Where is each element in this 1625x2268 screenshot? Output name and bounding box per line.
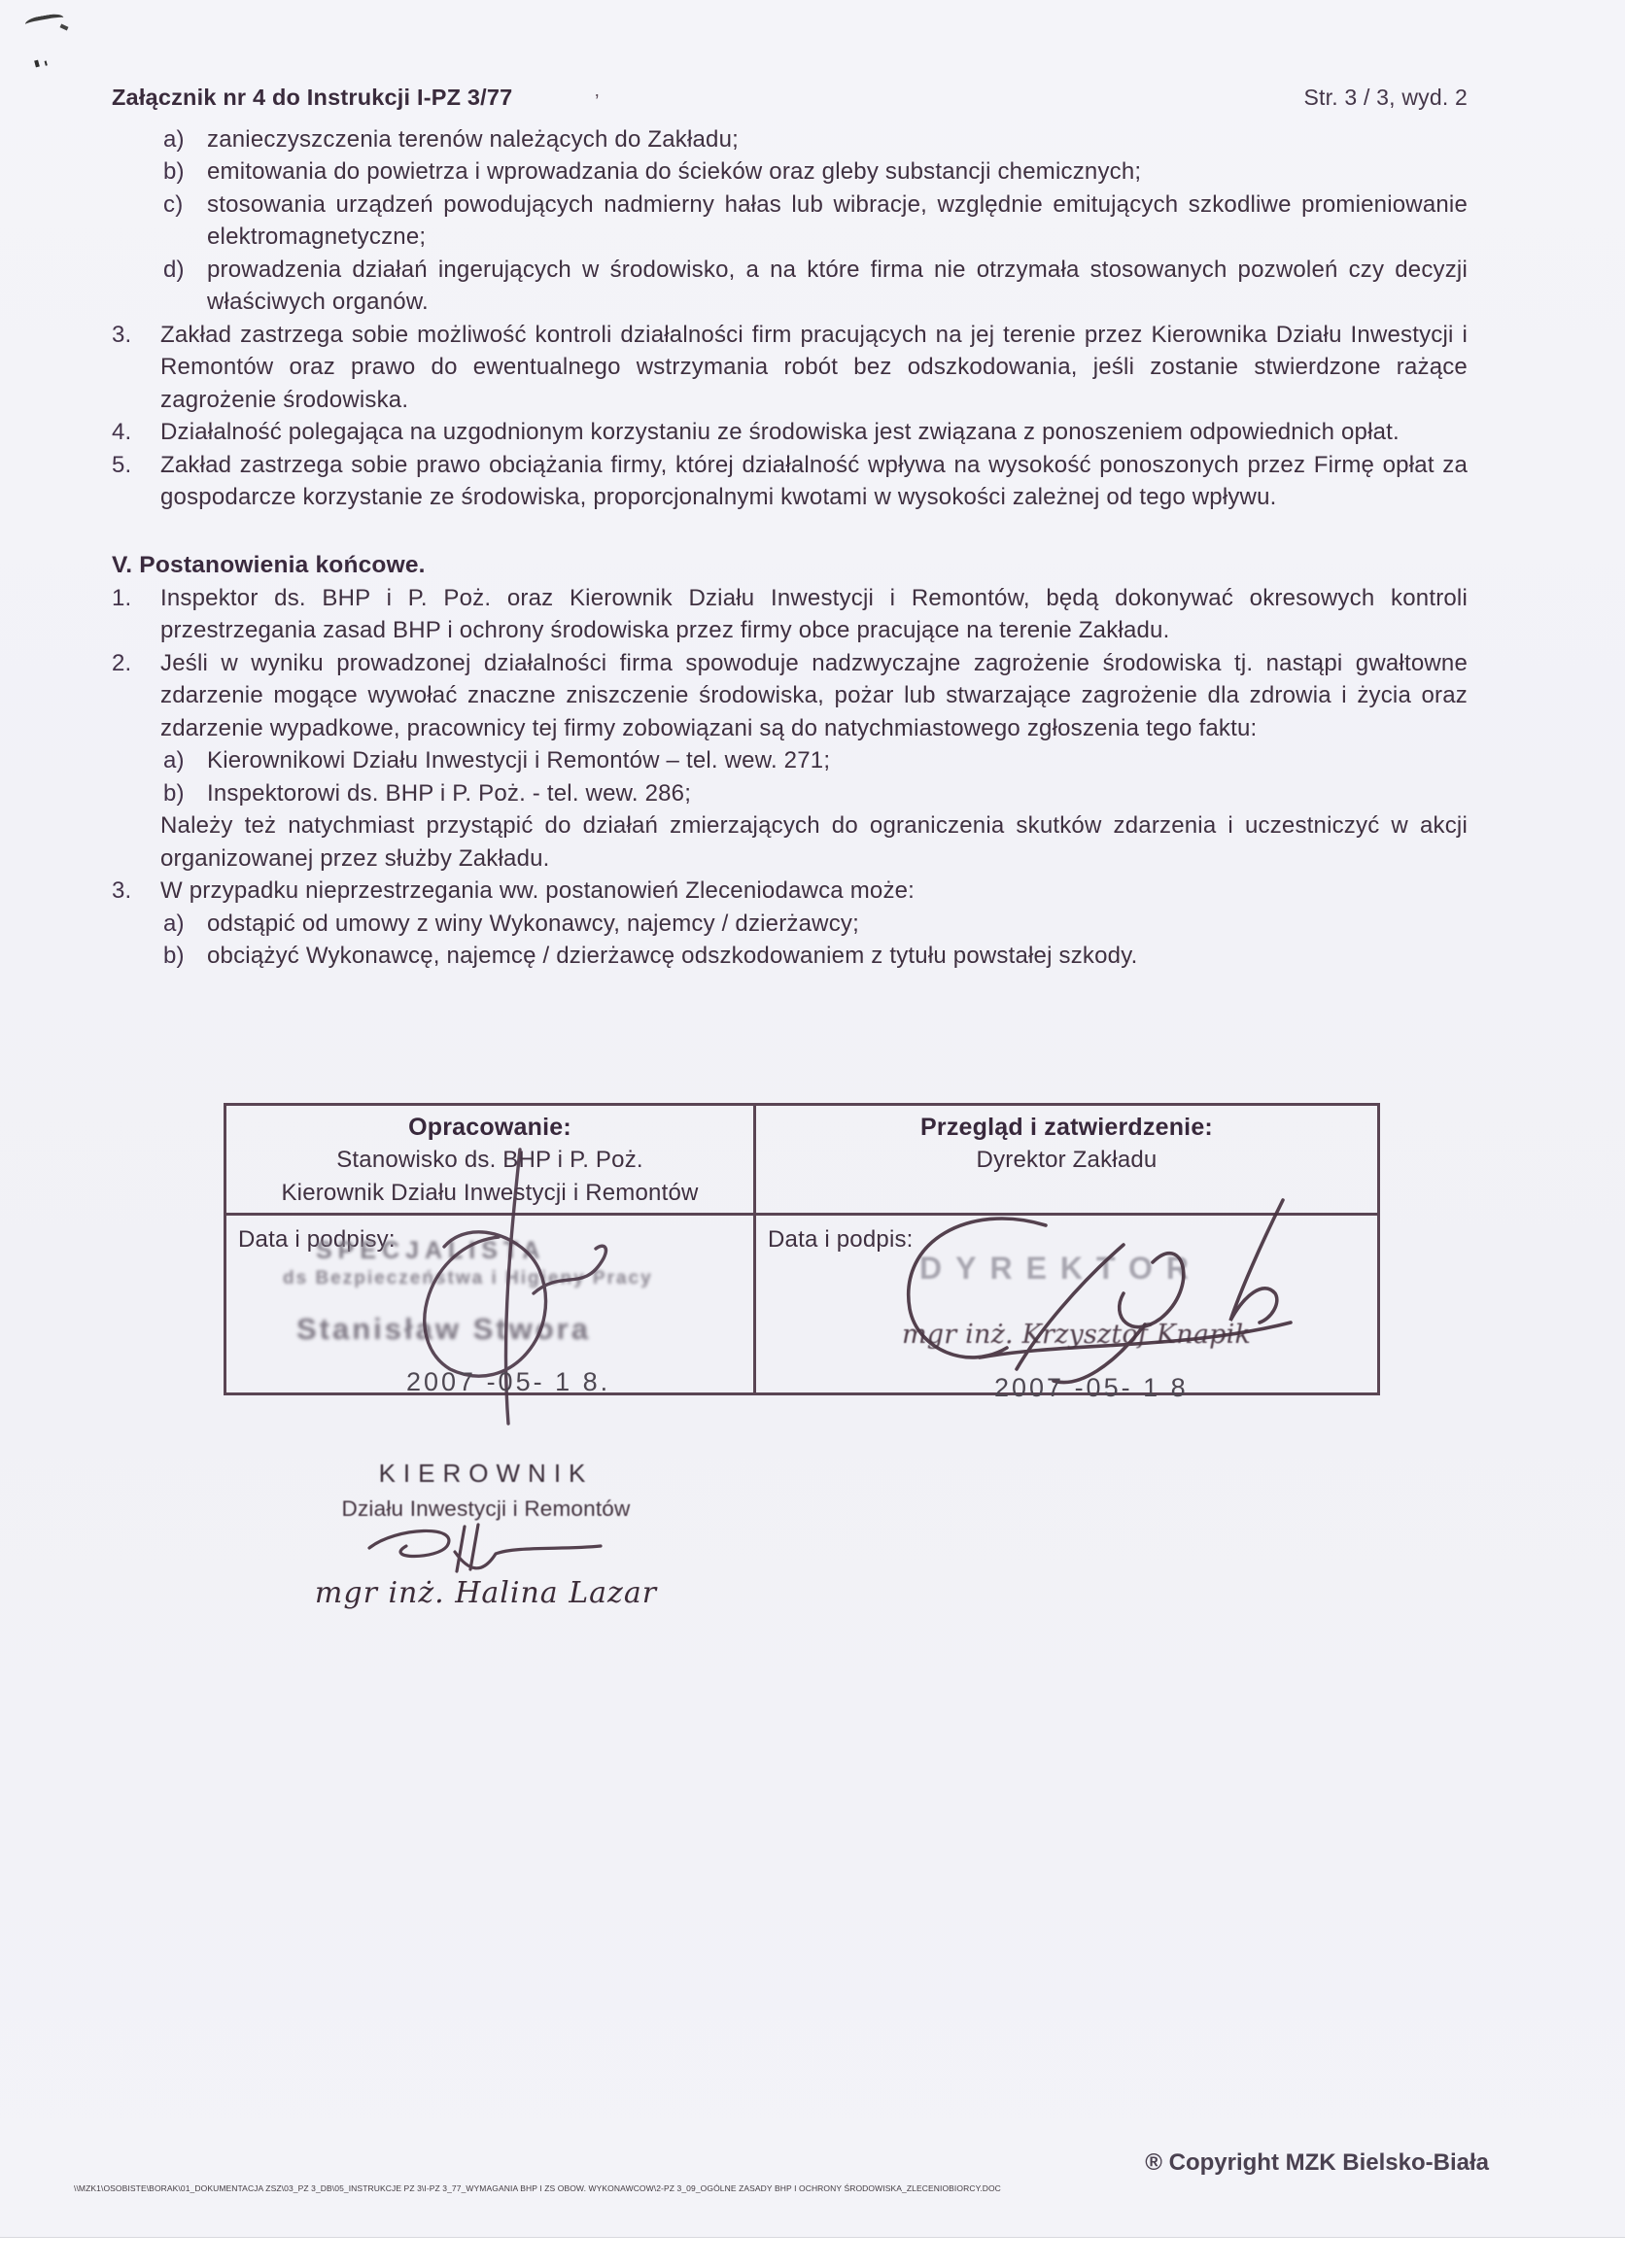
list-item: [163, 254, 1468, 319]
date-stamp-right: 2007 -05- 1 8: [994, 1372, 1189, 1402]
list-text: obciążyć Wykonawcę, najemcę / dzierżawcę odszkodowaniem z tytułu powstałej szkody.: [207, 943, 1138, 969]
list-marker: a): [163, 125, 185, 153]
lettered-list-intro: [112, 123, 1468, 319]
list-text: prowadzenia działań ingerujących w środowisko, a na które firma nie otrzymała stosowanych pozwoleń czy decyzji właściwych organów.: [207, 256, 1468, 315]
attachment-title: Załącznik nr 4 do Instrukcji I-PZ 3/77: [112, 85, 513, 110]
list-text: Zakład zastrzega sobie możliwość kontroli działalności firm pracujących na jej terenie przez Kierownika Działu Inwestycji i Remontów oraz prawo do ewentualnego wstrzymania robót bez odszkodowania, jeśli zostanie stwierdzone rażące zagrożenie środowiska.: [160, 321, 1468, 413]
list-marker: b): [163, 943, 185, 969]
specjalista-name-stamp: Stanisław Stwora: [296, 1312, 591, 1346]
list-item: [112, 449, 1468, 514]
opracowanie-role-2: Kierownik Działu Inwestycji i Remontów: [281, 1179, 699, 1206]
list-item: [112, 319, 1468, 417]
list-marker: c): [163, 190, 184, 218]
list-text: odstąpić od umowy z winy Wykonawcy, najemcy / dzierżawcy;: [207, 910, 859, 937]
list-text: Inspektor ds. BHP i P. Poż. oraz Kierownik Działu Inwestycji i Remontów, będą dokonywać okresowych kontroli przestrzegania zasad BHP i ochrony środowiska przez firmy obce pracujące na terenie Zakładu.: [160, 584, 1468, 643]
approval-table-signature-row: [226, 1216, 1377, 1402]
specjalista-stamp-line2: ds Bezpieczeństwa i Higieny Pracy: [283, 1268, 653, 1289]
document-header: [112, 82, 1468, 115]
sub-list-2: [112, 744, 1468, 809]
director-name-stamp: mgr inż. Krzysztof Knapik: [902, 1320, 1252, 1350]
list-item: [112, 875, 1468, 908]
list-marker: 5.: [112, 451, 132, 478]
scan-speck: ’: [595, 91, 600, 113]
kierownik-name: mgr inż. Halina Lazar: [314, 1576, 658, 1610]
list-text: stosowania urządzeń powodujących nadmierny hałas lub wibracje, względnie emitujących szkodliwe promieniowanie elektromagnetyczne;: [207, 190, 1468, 250]
specjalista-stamp-line1: SPECJALISTA: [316, 1237, 546, 1264]
zatwierdzenie-title: Przegląd i zatwierdzenie:: [920, 1113, 1213, 1141]
list-marker: a): [163, 747, 185, 773]
list-text: zanieczyszczenia terenów należących do Zakładu;: [207, 125, 740, 153]
section-heading: V. Postanowienia końcowe.: [112, 551, 426, 578]
zatwierdzenie-header-cell: [756, 1106, 1377, 1214]
list-marker: b): [163, 779, 185, 807]
date-signature-label: Data i podpis:: [768, 1226, 914, 1253]
list-text: Działalność polegająca na uzgodnionym korzystaniu ze środowiska jest związana z ponoszeniem odpowiednich opłat.: [160, 419, 1400, 445]
date-stamp-left: 2007 -05- 1 8.: [406, 1366, 611, 1396]
list-item: [163, 155, 1468, 189]
list-marker: 3.: [112, 321, 132, 348]
date-signatures-label: Data i podpisy:: [238, 1226, 396, 1253]
scan-smudge: [60, 23, 69, 30]
list-text: Kierownikowi Działu Inwestycji i Remontów – tel. wew. 271;: [207, 747, 831, 773]
list-item: [163, 777, 1468, 810]
list-marker: a): [163, 910, 185, 937]
opracowanie-role-1: Stanowisko ds. BHP i P. Poż.: [336, 1147, 643, 1173]
list-text: emitowania do powietrza i wprowadzania do ścieków oraz gleby substancji chemicznych;: [207, 158, 1142, 185]
list-marker: 2.: [112, 649, 132, 676]
final-section-list-3: [112, 875, 1468, 908]
dyrektor-stamp: DYREKTOR: [919, 1251, 1202, 1286]
note-paragraph: Należy też natychmiast przystąpić do działań zmierzających do ograniczenia skutków zdarzenia i uczestniczyć w akcji organizowanej przez służby Zakładu.: [160, 812, 1468, 872]
list-text: W przypadku nieprzestrzegania ww. postanowień Zleceniodawca może:: [160, 877, 916, 904]
zatwierdzenie-role-1: Dyrektor Zakładu: [976, 1147, 1158, 1173]
numbered-list: [112, 319, 1468, 514]
page-number: Str. 3 / 3, wyd. 2: [1303, 85, 1468, 110]
list-marker: d): [163, 256, 185, 283]
scan-smudge: [34, 60, 40, 68]
list-text: Inspektorowi ds. BHP i P. Poż. - tel. wew. 286;: [207, 779, 692, 807]
document-content: [112, 82, 1468, 1610]
list-item: [112, 582, 1468, 647]
file-path-footer: \\MZK1\OSOBISTE\BORAK\01_DOKUMENTACJA ZSZ\03_PZ 3_DB\05_INSTRUKCJE PZ 3\I-PZ 3_77_WYMAGANIA BHP I ZS OBOW. WYKONAWCOW\2-PZ 3_09_OGÓLNE ZASADY BHP I OCHRONY ŚRODOWISKA_ZLECENIOBIORCY.DOC: [74, 2183, 1001, 2193]
list-marker: 4.: [112, 419, 132, 445]
list-item: [112, 416, 1468, 449]
left-signature-cell: [226, 1216, 756, 1396]
list-text: Jeśli w wyniku prowadzonej działalności firma spowoduje nadzwyczajne zagrożenie środowiska tj. nastąpi gwałtowne zdarzenie mogące wywołać znaczne zniszczenie środowiska, pożar lub stwarzające zagrożenie dla zdrowia i życia oraz zdarzenie wypadkowe, pracownicy tej firmy zobowiązani są do natychmiastowego zgłoszenia tego faktu:: [160, 649, 1468, 741]
list-marker: 3.: [112, 877, 132, 904]
approval-table-header-row: [226, 1106, 1377, 1217]
right-signature-cell: [756, 1216, 1377, 1402]
list-item: [163, 908, 1468, 941]
list-text: Zakład zastrzega sobie prawo obciążania firmy, której działalność wpływa na wysokość ponoszonych przez Firmę opłat za gospodarcze korzystanie ze środowiska, proporcjonalnymi kwotami w wysokości zależnej od tego wpływu.: [160, 451, 1468, 510]
scan-smudge: [24, 13, 65, 33]
kierownik-stamp-line1: KIEROWNIK: [378, 1459, 594, 1488]
kierownik-stamp-block: [292, 1458, 680, 1610]
list-item: [112, 647, 1468, 745]
list-item: [163, 123, 1468, 156]
approval-table: [224, 1103, 1380, 1402]
sub-list-3: [112, 908, 1468, 973]
kierownik-stamp-line2: Działu Inwestycji i Remontów: [341, 1495, 631, 1521]
list-item: [163, 940, 1468, 973]
list-marker: 1.: [112, 584, 132, 611]
signature-kierownik: [340, 1521, 632, 1575]
list-marker: b): [163, 158, 185, 185]
opracowanie-header-cell: [226, 1106, 756, 1214]
opracowanie-title: Opracowanie:: [408, 1113, 571, 1141]
copyright-notice: ® Copyright MZK Bielsko-Biała: [1145, 2149, 1489, 2176]
list-item: [163, 189, 1468, 254]
list-item: [163, 744, 1468, 777]
final-section-list: [112, 582, 1468, 745]
